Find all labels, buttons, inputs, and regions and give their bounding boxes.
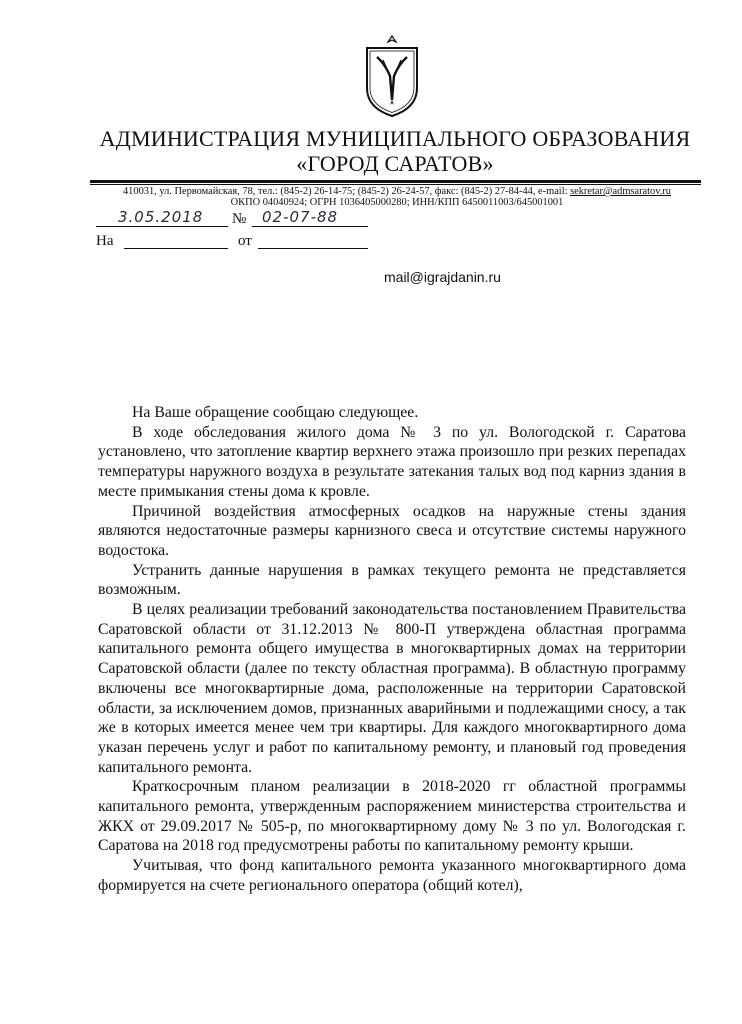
recipient-email: mail@igrajdanin.ru — [384, 269, 501, 285]
paragraph: Учитывая, что фонд капитального ремонта указанного многоквартирного дома формируется на счете регионального оператора (общий котел), — [98, 857, 686, 894]
paragraph: Краткосрочным планом реализации в 2018-2020 гг областной программы капитального ремонта, утвержденным распоряжением министерства строительства и ЖКХ от 29.09.2017 № 505-р, по многоквартирному дому № 3 по ул. Вологодская г. Саратова на 2018 год предусмотрены работы по капитальному ремонту крыши. — [98, 778, 686, 855]
paragraph: Причиной воздействия атмосферных осадков на наружные стены здания являются недостаточные размеры карнизного свеса и отсутствие системы наружного водостока. — [98, 502, 686, 559]
paragraph: В ходе обследования жилого дома № 3 по ул. Вологодской г. Саратова установлено, что затопление квартир верхнего этажа произошло при резких перепадах температуры наружного воздуха в результате затекания талых вод под карниз здания в месте примыкания стены дома к кровле. — [98, 423, 686, 500]
letter-body — [98, 403, 686, 896]
outgoing-date-handwritten: 3.05.2018 — [118, 208, 204, 226]
from-label: от — [238, 233, 252, 249]
registration-codes: ОКПО 04040924; ОГРН 1036405000280; ИНН/КПП 6450011003/645001001 — [230, 197, 564, 208]
number-underline — [252, 226, 368, 227]
header-rule-thick — [90, 180, 701, 183]
paragraph: На Ваше обращение сообщаю следующее. — [132, 404, 419, 421]
redacted-salutation — [258, 340, 558, 368]
number-label: № — [232, 211, 247, 227]
organization-title: АДМИНИСТРАЦИЯ МУНИЦИПАЛЬНОГО ОБРАЗОВАНИЯ — [99, 126, 691, 151]
outgoing-number-handwritten: 02-07-88 — [262, 208, 339, 226]
paragraph: В целях реализации требований законодательства постановлением Правительства Саратовской области от 31.12.2013 № 800-П утверждена областная программа капитального ремонта общего имущества в многоквартирных домах на территории Саратовской области (далее по тексту областная программа). В областную программу включены все многоквартирные дома, расположенные на территории Саратовской области, за исключением домов, признанных аварийными и подлежащими сносу, а так же в которых имеется менее чем три квартиры. Для каждого многоквартирного дома указан перечень услуг и работ по капитальному ремонту, и плановый год проведения капитального ремонта. — [98, 601, 686, 776]
date-underline — [96, 226, 228, 227]
on-label: На — [96, 233, 114, 249]
contact-email-link[interactable]: sekretar@admsaratov.ru — [570, 186, 672, 197]
contact-address: 410031, ул. Первомайская, 78, тел.: (845-2) 26-14-75; (845-2) 26-24-57, факс: (845-2) 27-84-44, e-mail: — [122, 186, 571, 197]
redacted-recipient-name — [372, 248, 520, 266]
organization-subtitle: «ГОРОД САРАТОВ» — [296, 151, 494, 176]
from-underline — [258, 248, 368, 249]
coat-of-arms-emblem — [357, 30, 427, 118]
on-underline — [124, 248, 228, 249]
header-rule-thin — [90, 184, 701, 185]
paragraph: Устранить данные нарушения в рамках текущего ремонта не представляется возможным. — [98, 561, 686, 599]
